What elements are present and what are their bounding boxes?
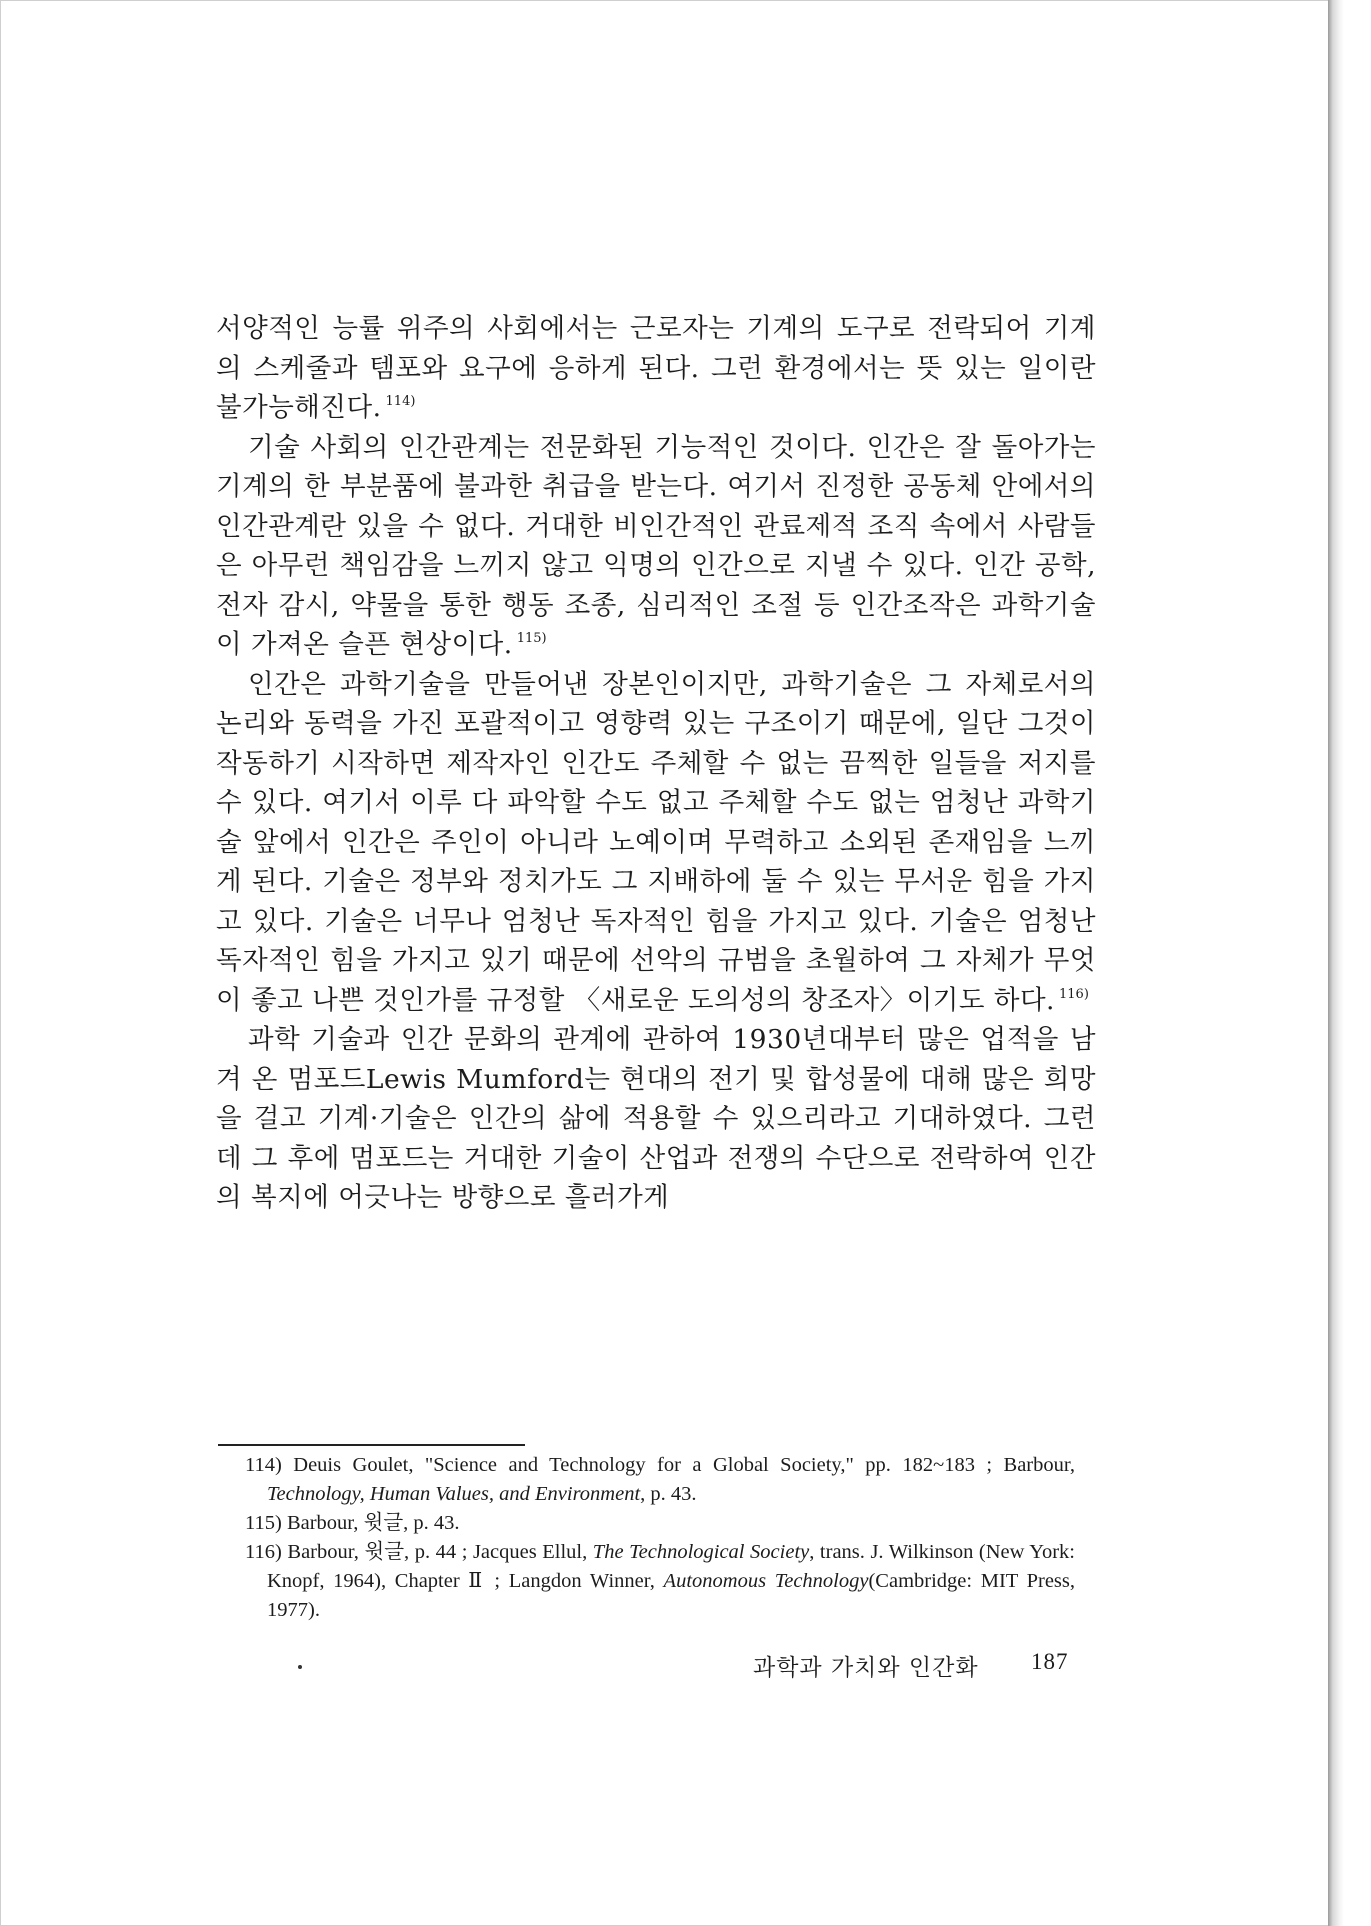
paragraph-text: 과학 기술과 인간 문화의 관계에 관하여 1930년대부터 많은 업적을 남겨 온 멈포드Lewis Mumford는 현대의 전기 및 합성물에 대해 많은 희망을 걸고 기계·기술은 인간의 삶에 적용할 수 있으리라고 기대하였다. 그런데 그 후에 멈포드는 거대한 기술이 산업과 전쟁의 수단으로 전락하여 인간의 복지에 어긋나는 방향으로 흘러가게 bbox=[216, 1024, 1096, 1213]
paragraph-1 bbox=[216, 309, 1096, 428]
paragraph-text: 서양적인 능률 위주의 사회에서는 근로자는 기계의 도구로 전락되어 기계의 스케줄과 템포와 요구에 응하게 된다. 그런 환경에서는 뜻 있는 일이란 불가능해진다. bbox=[216, 313, 1096, 423]
footnote-ref: 115) bbox=[516, 631, 547, 646]
footnote-title-italic: The Technological Society bbox=[592, 1541, 810, 1563]
footnote-ref: 114) bbox=[385, 394, 416, 409]
footnote-text: Deuis Goulet, "Science and Technology for a Global Society," pp. 182~183 ; Barbour, bbox=[293, 1454, 1075, 1476]
footnote-title-italic: Autonomous Technology bbox=[663, 1570, 869, 1592]
paragraph-text: 기술 사회의 인간관계는 전문화된 기능적인 것이다. 인간은 잘 돌아가는 기계의 한 부분품에 불과한 취급을 받는다. 여기서 진정한 공동체 안에서의 인간관계란 있을 수 없다. 거대한 비인간적인 관료제적 조직 속에서 사람들은 아무런 책임감을 느끼지 않고 익명의 인간으로 지낼 수 있다. 인간 공학, 전자 감시, 약물을 통한 행동 조종, 심리적인 조절 등 인간조작은 과학기술이 가져온 슬픈 현상이다. bbox=[216, 431, 1096, 660]
footnote-text: Barbour, 윗글, p. 43. bbox=[286, 1512, 460, 1534]
paragraph-4 bbox=[216, 1020, 1096, 1218]
footnote-number: 115) bbox=[245, 1512, 282, 1534]
footer-dot bbox=[298, 1665, 302, 1669]
footnote-text: , p. 43. bbox=[640, 1483, 697, 1505]
page-footer bbox=[1, 1649, 1328, 1683]
page-number: 187 bbox=[1031, 1649, 1069, 1674]
footnote-title-italic: Technology, Human Values, and Environment bbox=[267, 1483, 641, 1505]
paragraph-3 bbox=[216, 665, 1096, 1021]
body-text bbox=[216, 309, 1096, 1218]
footnote-116 bbox=[245, 1538, 1075, 1625]
footnote-divider bbox=[218, 1444, 525, 1446]
footnote-text: (Cambridge: MIT Press, 1977). bbox=[267, 1570, 1076, 1621]
footnote-ref: 116) bbox=[1059, 986, 1089, 1002]
page-edge-shadow bbox=[1328, 0, 1344, 1926]
running-head: 과학과 가치와 인간화 bbox=[753, 1655, 979, 1681]
footnote-text: Barbour, 윗글, p. 44 ; Jacques Ellul, bbox=[287, 1541, 593, 1563]
paragraph-text: 인간은 과학기술을 만들어낸 장본인이지만, 과학기술은 그 자체로서의 논리와 동력을 가진 포괄적이고 영향력 있는 구조이기 때문에, 일단 그것이 작동하기 시작하면 제작자인 인간도 주체할 수 없는 끔찍한 일들을 저지를 수 있다. 여기서 이루 다 파악할 수도 없고 주체할 수도 없는 엄청난 과학기술 앞에서 인간은 주인이 아니라 노예이며 무력하고 소외된 존재임을 느끼게 된다. 기술은 정부와 정치가도 그 지배하에 둘 수 있는 무서운 힘을 가지고 있다. 기술은 너무나 엄청난 독자적인 힘을 가지고 있다. 기술은 엄청난 독자적인 힘을 가지고 있기 때문에 선악의 규범을 초월하여 그 자체가 무엇이 좋고 나쁜 것인가를 규정할 〈새로운 도의성의 창조자〉이기도 하다. bbox=[216, 668, 1096, 1016]
footnote-number: 116) bbox=[245, 1541, 282, 1563]
footnote-text: , trans. J. Wilkinson (New York: Knopf, 1964), Chapter Ⅱ ; Langdon Winner, bbox=[267, 1541, 1075, 1592]
footnote-number: 114) bbox=[245, 1454, 282, 1476]
paragraph-2 bbox=[216, 428, 1096, 665]
footnote-114 bbox=[245, 1451, 1075, 1509]
footnotes bbox=[245, 1451, 1075, 1625]
footnote-115 bbox=[245, 1509, 1075, 1538]
